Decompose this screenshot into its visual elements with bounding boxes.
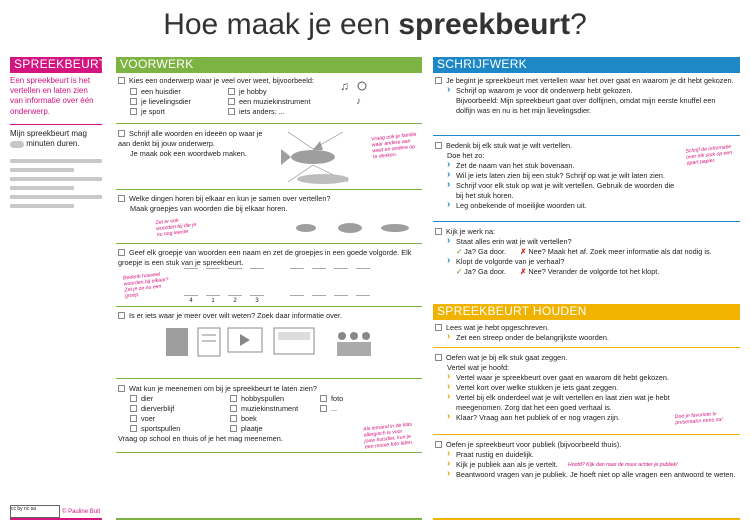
duration-box[interactable] bbox=[10, 141, 24, 148]
voorwerk-step-6: Wat kun je meenemen om bij je spreekbeurt te laten zien? dier dierverblijf voer sportspullen hobbyspullen muziekinstrument boek plaatje foto ... Vraag op school en thuis of je het mag meenemen. bbox=[118, 384, 344, 443]
cc-license-badge: cc by nc sa bbox=[10, 505, 60, 518]
tip-note: Doe je favoriete tv presentator eens na! bbox=[674, 411, 723, 427]
tip-note: Als iemand in de klas allergisch is voor jouw huisdier, kun je een mooie foto laten. bbox=[362, 421, 414, 451]
voorwerk-header: VOORWERK bbox=[116, 57, 422, 71]
tip-note: Vraag ook je familie waar andere aan weet en andere op te denken. bbox=[370, 131, 417, 161]
houden-step-3: Oefen je spreekbeurt voor publiek (bijvoorbeeld thuis). › Praat rustig en duidelijk. › Kijk je publiek aan als je vertelt. › Beantwoord vragen van je publiek. Je hoeft niet op alle vragen een antwoord te weten. bbox=[435, 440, 740, 480]
tip-note: Zet er ook woorden bij die je nu nog leerde bbox=[155, 217, 197, 239]
schrijfwerk-step-2: Bedenk bij elk stuk wat je wilt vertellen. Doe het zo: › Zet de naam van het stuk bovenaan. › Wil je iets laten zien bij een stuk? Schrijf op wat je wilt laten zien. › Schrijf voor elk stuk op wat je wilt vertellen. Gebruik de woorden die bij het stuk horen. › Leg onbekende of moeilijke woorden uit. bbox=[435, 141, 680, 211]
duration-line: Mijn spreekbeurt mag minuten duren. bbox=[10, 124, 102, 149]
page-title: Hoe maak je een spreekbeurt? bbox=[163, 8, 587, 41]
placeholder-lines bbox=[10, 154, 102, 213]
schrijfwerk-step-1: Je begint je spreekbeurt met vertellen waar het over gaat en waarom je dit hebt gekozen. › Schrijf op waarom je voor dit onderwerp hebt gekozen. Bijvoorbeeld: Mijn spreekbeurt gaat over dolfijnen, omdat mijn eerste knuffel een dolfijn was en nu is het mijn lievelingsdier. bbox=[435, 76, 735, 116]
svg-text:♪: ♪ bbox=[356, 96, 361, 107]
group-order: 4 1 2 3 bbox=[184, 268, 334, 306]
shark-wordweb-icon bbox=[268, 127, 368, 187]
tip-note: Hoofd? Kijk dan naar de muur achter je publiek! bbox=[568, 462, 678, 468]
group-order-2 bbox=[290, 268, 420, 296]
houden-step-2: Oefen wat je bij elk stuk gaat zeggen. Vertel wat je hoofd: › Vertel waar je spreekbeurt over gaat en waarom dit hebt gekozen. › Vertel kort over welke stukken je iets gaat zeggen. › Vertel bij elk onderdeel wat je wilt vertellen en laat zien wat je hebt meegenomen. Zorg dat het een goed verhaal is. › Klaar? Vraag aan het publiek of er nog vragen zijn. bbox=[435, 353, 675, 423]
step-checkbox[interactable] bbox=[118, 77, 125, 84]
music-icons bbox=[330, 76, 370, 116]
groups-icon bbox=[290, 216, 420, 240]
tip-note: Schrijf de informatie over elk stuk op een apart papier. bbox=[685, 143, 733, 167]
houden-header: SPREEKBEURT HOUDEN bbox=[433, 304, 740, 318]
voorwerk-step-1: Kies een onderwerp waar je veel over weet, bijvoorbeeld: een huisdier je lievelingsdier je sport je hobby een muziekinstrument iets anders: ... bbox=[118, 76, 328, 117]
spreekbeurt-header: SPREEKBEURT bbox=[10, 57, 102, 71]
houden-step-1: Lees wat je hebt opgeschreven. › Zet een streep onder de belangrijkste woorden. bbox=[435, 323, 735, 343]
voorwerk-step-2: Schrijf alle woorden en ideeën op waar je aan denkt bij jouw onderwerp. Je maak ook een woordweb maken. bbox=[118, 129, 263, 158]
intro-text: Een spreekbeurt is het vertellen en laten zien van informatie over één onderwerp. bbox=[10, 76, 94, 116]
tip-note: Bedenk hoeveel woorden bij elkaar? Zet je ze nu een groep. bbox=[122, 271, 169, 300]
voorwerk-step-4: Geef elk groepje van woorden een naam en zet de groepjes in een goede volgorde. Elk groepje is een stuk van je spreekbeurt. bbox=[118, 248, 412, 267]
schrijfwerk-header: SCHRIJFWERK bbox=[433, 57, 740, 71]
author-credit: © Pauline Bult bbox=[62, 509, 101, 515]
voorwerk-step-3: Welke dingen horen bij elkaar en kun je samen over vertellen? Maak groepjes van woorden die bij elkaar horen. bbox=[118, 194, 368, 214]
voorwerk-step-5: Is er iets waar je meer over wilt weten? Zoek daar informatie over. bbox=[118, 311, 418, 321]
svg-text:♫: ♫ bbox=[340, 79, 349, 93]
sources-icons bbox=[164, 326, 394, 368]
schrijfwerk-step-3: Kijk je werk na: › Staat alles erin wat je wilt vertellen? ✓ Ja? Ga door. ✗ Nee? Maak het af. Zoek meer informatie als dat nodig is. › Klopt de volgorde van je verhaal? ✓ Ja? Ga door. ✗ Nee? Verander de volgorde tot het klopt. bbox=[435, 227, 740, 277]
